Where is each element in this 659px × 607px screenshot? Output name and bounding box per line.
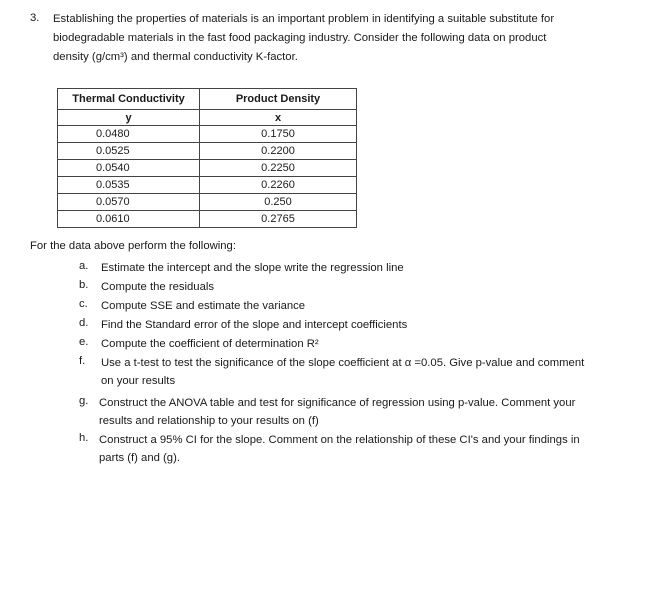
- task-text: Construct a 95% CI for the slope. Comment on the relationship of these CI's and your findings in: [99, 434, 580, 446]
- variable-x: x: [200, 110, 357, 126]
- task-text: on your results: [101, 375, 176, 387]
- column-header-product-density: Product Density: [200, 89, 357, 110]
- task-text: results and relationship to your results on (f): [99, 415, 319, 427]
- table-row: [58, 160, 357, 177]
- table-row: [58, 177, 357, 194]
- table-row: [58, 126, 357, 143]
- table-cell: 0.250: [200, 194, 357, 211]
- table-cell: 0.2200: [200, 143, 357, 160]
- task-text: Construct the ANOVA table and test for significance of regression using p-value. Comment your: [99, 397, 576, 409]
- task-text: Compute the coefficient of determination R²: [101, 338, 319, 350]
- data-table: [57, 88, 357, 228]
- table-variable-row: [58, 110, 357, 126]
- table-cell: 0.2260: [200, 177, 357, 194]
- task-letter: g.: [79, 395, 89, 407]
- task-text: parts (f) and (g).: [99, 452, 180, 464]
- task-text: Use a t-test to test the significance of the slope coefficient at α =0.05. Give p-value and comment: [101, 357, 585, 369]
- table-cell: 0.0610: [58, 211, 200, 228]
- task-text: Find the Standard error of the slope and intercept coefficients: [101, 319, 408, 331]
- table-row: [58, 194, 357, 211]
- column-header-thermal-conductivity: Thermal Conductivity: [58, 89, 200, 110]
- task-letter: f.: [79, 355, 86, 367]
- table-cell: 0.0540: [58, 160, 200, 177]
- table-row: [58, 143, 357, 160]
- variable-y: y: [58, 110, 200, 126]
- question-line: biodegradable materials in the fast food packaging industry. Consider the following data on product: [53, 32, 547, 44]
- table-cell: 0.0570: [58, 194, 200, 211]
- task-letter: b.: [79, 279, 89, 291]
- task-letter: a.: [79, 260, 89, 272]
- table-cell: 0.2250: [200, 160, 357, 177]
- table-cell: 0.2765: [200, 211, 357, 228]
- task-letter: e.: [79, 336, 89, 348]
- table-cell: 0.1750: [200, 126, 357, 143]
- task-letter: d.: [79, 317, 89, 329]
- table-cell: 0.0480: [58, 126, 200, 143]
- task-letter: h.: [79, 432, 89, 444]
- task-text: Estimate the intercept and the slope write the regression line: [101, 262, 404, 274]
- task-text: Compute SSE and estimate the variance: [101, 300, 306, 312]
- instructions-intro: For the data above perform the following:: [30, 240, 236, 252]
- task-letter: c.: [79, 298, 88, 310]
- table-header-row: [58, 89, 357, 110]
- question-line: density (g/cm³) and thermal conductivity K-factor.: [53, 51, 298, 63]
- question-line: Establishing the properties of materials is an important problem in identifying a suitable substitute for: [53, 13, 555, 25]
- table-cell: 0.0525: [58, 143, 200, 160]
- task-text: Compute the residuals: [101, 281, 215, 293]
- table-row: [58, 211, 357, 228]
- table-cell: 0.0535: [58, 177, 200, 194]
- question-number: 3.: [30, 12, 40, 24]
